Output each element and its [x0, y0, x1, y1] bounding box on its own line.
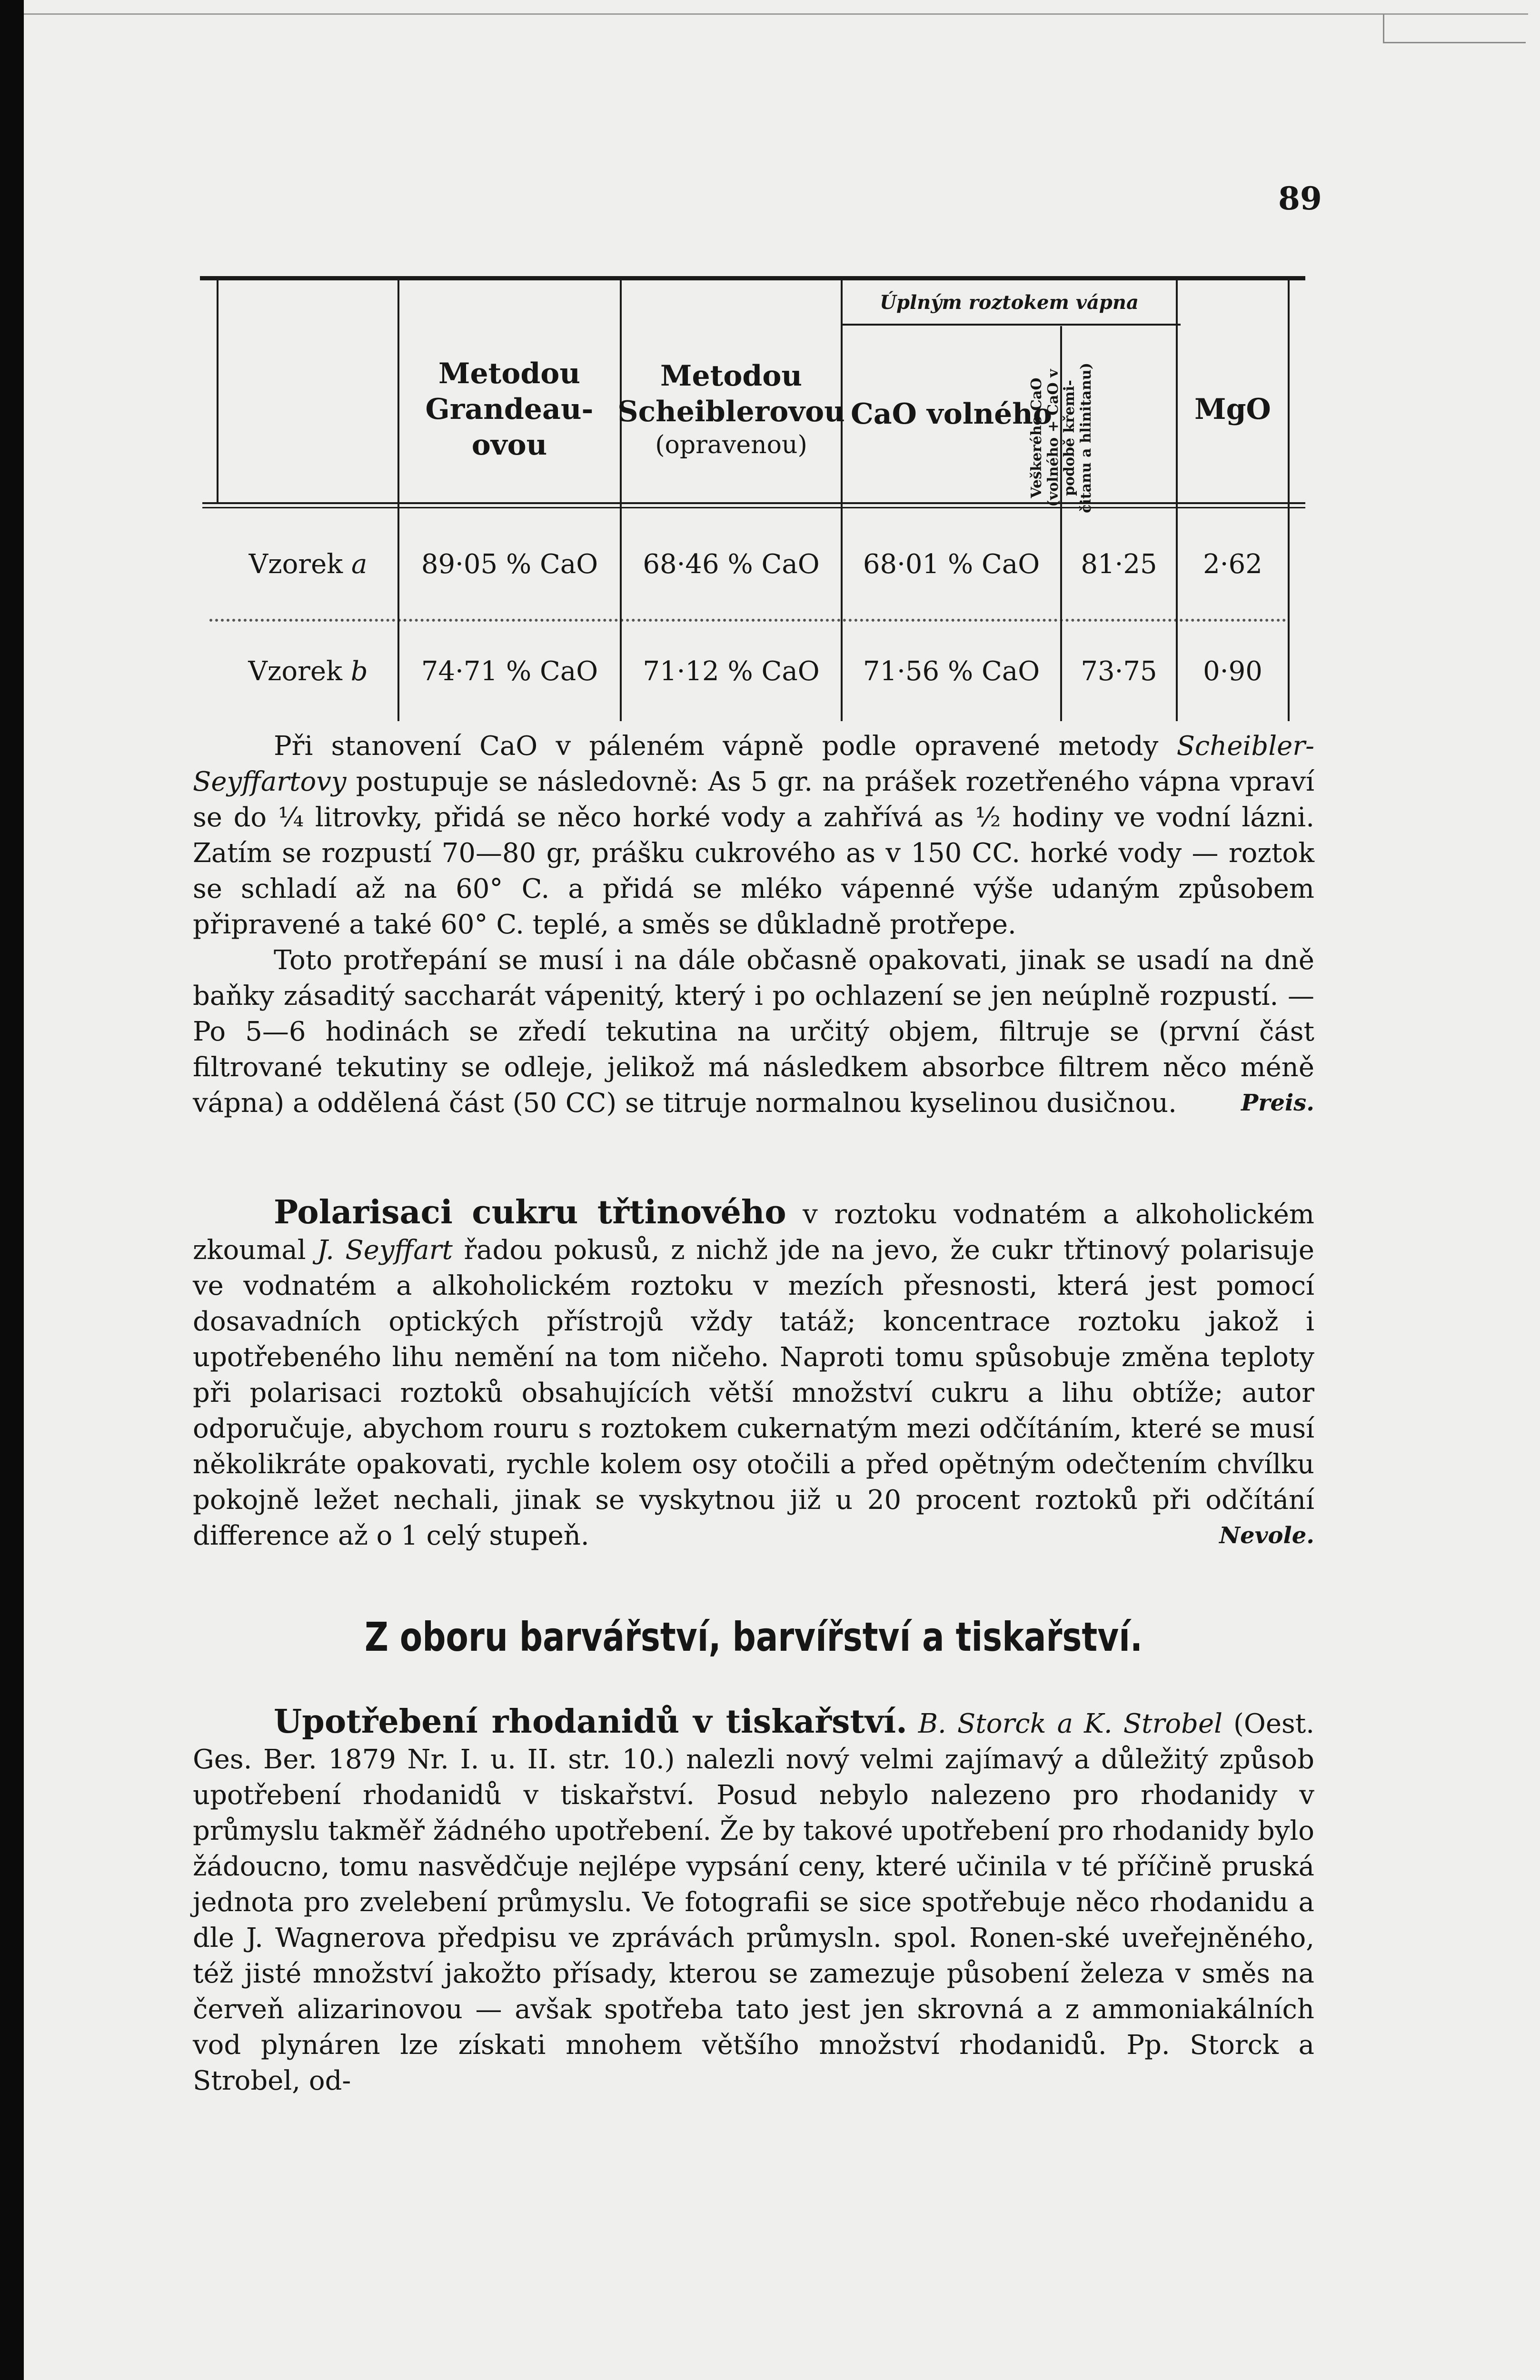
article2-paragraph — [193, 1195, 1314, 1554]
article3-body: (Oest. Ges. Ber. 1879 Nr. I. u. II. str. 10.) nalezli nový velmi zajímavý a důležitý způsob upotřebení rhodanidů v tiskařství. Posud nebylo nalezeno pro rhodanidy v průmyslu takměř žádného upotřebení. Že by takové upotřebení pro rhodanidy bylo žádoucno, tomu nasvědčuje nejlépe vypsání ceny, které učinila v té příčině pruská jednota pro zvelebení průmyslu. Ve fotografii se sice spotřebuje něco rhodanidu a dle J. Wagnerova předpisu ve zprávách průmysln. spol. Ronen-ské uveřejněného, též jisté množství jakožto přísady, kterou se zamezuje působení železa v směs na červeň alizarinovou — avšak spotřeba tato jest jen skrovná a z ammoniakálních vod plynáren lze získati mnohem většího množství rhodanidů. Pp. Storck a Strobel, od- — [193, 1708, 1314, 2096]
table-group-rule — [843, 324, 1181, 326]
article1-paragraph2 — [193, 942, 1314, 1121]
page-number: 89 — [1278, 180, 1322, 217]
header-mgo: MgO — [1194, 392, 1271, 426]
page-corner-mark — [1383, 14, 1384, 43]
article3-paragraph — [193, 1704, 1314, 2099]
article1-body: postupuje se následovně: As 5 gr. na prášek rozetřeného vápna vpraví se do ¼ litrovky, přidá se něco horké vody a zahřívá as ½ hodiny ve vodní lázni. Zatím se rozpustí 70—80 gr, prášku cukrového as v 150 CC. horké vody — roztok se schladí až na 60° C. a přidá se mléko vápenné výše udaným způsobem připravené a také 60° C. teplé, a směs se důkladně protřepe. — [193, 766, 1314, 940]
row-b-mgo: 0·90 — [1203, 655, 1262, 687]
scan-left-border — [0, 0, 24, 2380]
header-scheibler-title: Metodou Scheiblerovou — [617, 359, 845, 428]
row-a-cao-total: 81·25 — [1081, 548, 1157, 580]
header-scheibler-sub: (opravenou) — [655, 430, 807, 459]
row-b-label — [219, 624, 397, 719]
article3-authors: B. Storck a K. Strobel — [918, 1708, 1222, 1739]
row-b-scheibler: 71·12 % CaO — [643, 655, 820, 687]
article2-author: J. Seyffart — [317, 1235, 453, 1266]
row-a-grandeau: 89·05 % CaO — [421, 548, 598, 580]
header-grandeau: Metodou Grandeau-ovou — [425, 357, 594, 462]
row-a-cao-free: 68·01 % CaO — [863, 548, 1040, 580]
row-b-label-prefix: Vzorek — [248, 655, 351, 687]
row-a-label-var: a — [351, 548, 368, 580]
table-row-divider — [209, 619, 1286, 622]
page-top-edge — [24, 13, 1528, 15]
table-col-rule — [1288, 280, 1290, 721]
row-b-grandeau: 74·71 % CaO — [421, 655, 598, 687]
row-a-mgo: 2·62 — [1203, 548, 1262, 580]
row-b-cao-free: 71·56 % CaO — [863, 655, 1040, 687]
row-b-cao-total: 73·75 — [1081, 655, 1157, 687]
article2-intro: v roztoku vodnatém a alkoholickém zkoumal — [193, 1199, 1314, 1266]
results-table — [209, 269, 1315, 721]
article1-signature: Preis. — [1241, 1090, 1314, 1116]
section-title: Z oboru barvářství, barvířství a tiskařství. — [364, 1614, 1143, 1660]
row-a-label-prefix: Vzorek — [248, 548, 351, 580]
article2-title: Polarisaci cukru třtinového — [274, 1193, 786, 1231]
article2-signature: Nevole. — [1219, 1522, 1314, 1549]
row-b-label-var: b — [350, 655, 368, 687]
article-polarisation — [193, 1195, 1314, 1554]
article1-author: Scheibler-Seyffartovy — [193, 731, 1314, 797]
table-header-rule — [202, 502, 1305, 504]
header-cao-free: CaO volného — [851, 397, 1052, 431]
table-top-rule — [200, 276, 1305, 280]
article1-intro: Při stanovení CaO v páleném vápně podle opravené metody — [274, 731, 1177, 762]
row-a-scheibler: 68·46 % CaO — [643, 548, 820, 580]
header-cao-total: Veškerého CaO (volného + CaO v podobě křemi-čitanu a hlinitanu) — [1028, 363, 1094, 513]
page-corner-mark — [1383, 42, 1526, 43]
article1-body2: Toto protřepání se musí i na dále občasně opakovati, jinak se usadí na dně baňky zásaditý saccharát vápenitý, který i po ochlazení se jen neúplně rozpustí. — Po 5—6 hodinách se zředí tekutina na určitý objem, filtruje se (první část filtrované tekutiny se odleje, jelikož má následkem absorbce filtrem něco méně vápna) a oddělená část (50 CC) se titruje normalnou kyselinou dusičnou. — [193, 945, 1314, 1119]
header-scheibler — [617, 331, 845, 488]
table-col-rule — [217, 280, 219, 504]
article3-title: Upotřebení rhodanidů v tiskařství. — [274, 1703, 907, 1741]
article2-body: řadou pokusů, z nichž jde na jevo, že cukr třtinový polarisuje ve vodnatém a alkoholickém roztoku v mezích přesnosti, která jest pomocí dosavadních optických přístrojů vždy tatáž; koncentrace roztoku jakož i upotřebeného lihu nemění na tom ničeho. Naproti tomu spůsobuje změna teploty při polarisaci roztoků obsahujících větší množství cukru a lihu obtíže; autor odporučuje, abychom rouru s roztokem cukernatým mezi odčítáním, které se musí několikráte opakovati, rychle kolem osy otočili a před opětným odečtením chvílku pokojně ležet nechali, jinak se vyskytnou již u 20 procent roztoků při odčítání difference až o 1 celý stupeň. — [193, 1235, 1314, 1551]
table-header-rule — [202, 507, 1305, 508]
article-cao-method — [193, 728, 1314, 1121]
header-group: Úplným roztokem vápna — [880, 291, 1139, 314]
article-rhodanides — [193, 1704, 1314, 2099]
row-a-label — [219, 512, 397, 616]
article1-paragraph1 — [193, 728, 1314, 942]
